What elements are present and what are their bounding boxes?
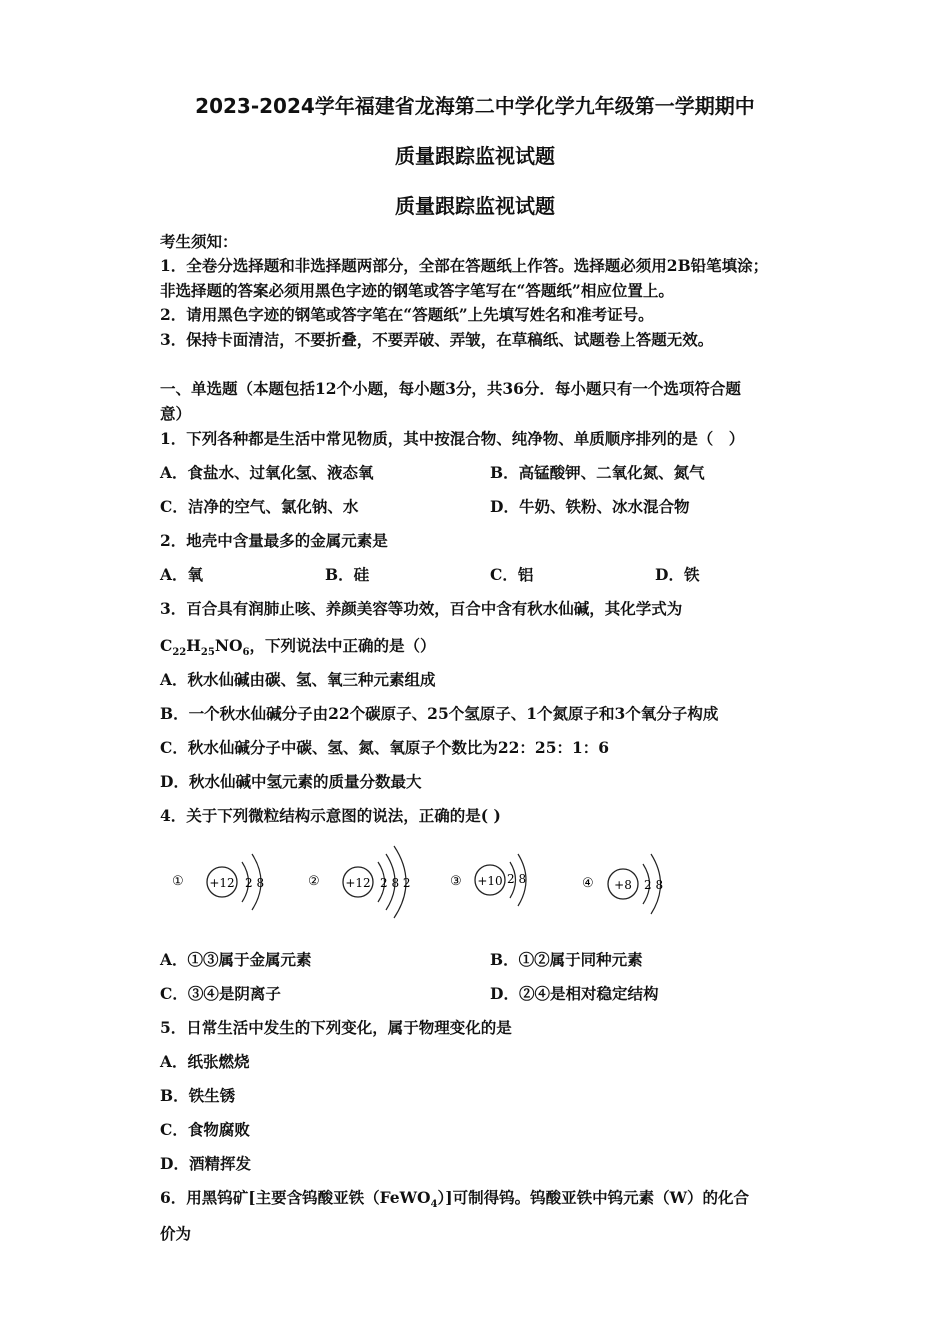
atom-diagram-3 — [450, 854, 526, 906]
question-1-option-c: C．洁净的空气、氯化钠、水 — [160, 497, 359, 516]
question-2-stem: 2．地壳中含量最多的金属元素是 — [160, 531, 388, 550]
question-3-option-c: C．秋水仙碱分子中碳、氢、氮、氧原子个数比为22：25：1：6 — [160, 738, 610, 757]
notice-heading: 考生须知： — [160, 232, 238, 251]
question-4-option-b: B．①②属于同种元素 — [490, 950, 643, 969]
electron-counts: 2 8 — [507, 872, 527, 886]
formula-c: C — [160, 636, 173, 655]
exam-title-line3: 质量跟踪监视试题 — [395, 194, 555, 218]
question-2-option-a: A．氧 — [160, 565, 204, 584]
formula-c-sub: 22 — [172, 647, 187, 659]
atom-diagram-4 — [582, 854, 663, 914]
question-5-option-b: B．铁生锈 — [160, 1086, 236, 1105]
question-3-stem: 3．百合具有润肺止咳、养颜美容等功效，百合中含有秋水仙碱，其化学式为 — [160, 599, 683, 618]
question-3-formula-line — [160, 634, 436, 658]
question-6-stem-cont: 价为 — [160, 1224, 192, 1243]
diagram-label: ② — [308, 874, 320, 889]
notice-item: 2．请用黑色字迹的钢笔或答字笔在“答题纸”上先填写姓名和准考证号。 — [160, 305, 654, 324]
q6-stem-pre: 6．用黑钨矿[主要含钨酸亚铁（FeWO — [160, 1188, 431, 1207]
question-5-option-d: D．酒精挥发 — [160, 1154, 251, 1173]
q6-stem-sub: 4 — [430, 1199, 438, 1211]
question-5-option-c: C．食物腐败 — [160, 1120, 250, 1139]
notice-item: 1．全卷分选择题和非选择题两部分，全部在答题纸上作答。选择题必须用2B铅笔填涂； — [160, 256, 769, 275]
exam-title-line2: 质量跟踪监视试题 — [395, 144, 555, 168]
question-4-stem: 4．关于下列微粒结构示意图的说法，正确的是( ) — [160, 806, 501, 825]
atomic-structure-diagrams — [160, 835, 720, 935]
notice-item: 3．保持卡面清洁，不要折叠，不要弄破、弄皱，在草稿纸、试题卷上答题无效。 — [160, 330, 714, 349]
electron-counts: 2 8 2 — [380, 876, 411, 890]
q6-stem-post: ）]可制得钨。钨酸亚铁中钨元素（W）的化合 — [437, 1188, 750, 1207]
diagram-label: ③ — [450, 874, 462, 889]
electron-counts: 2 8 — [245, 876, 265, 890]
question-2-option-c: C．铝 — [490, 565, 534, 584]
diagram-label: ④ — [582, 876, 594, 891]
electron-counts: 2 8 — [644, 878, 664, 892]
exam-title-line1: 2023-2024学年福建省龙海第二中学化学九年级第一学期期中 — [195, 94, 755, 118]
formula-no: NO — [214, 636, 243, 655]
question-6-stem — [160, 1186, 749, 1210]
question-1-stem: 1．下列各种都是生活中常见物质，其中按混合物、纯净物、单质顺序排列的是（ ） — [160, 429, 745, 448]
question-5-stem: 5．日常生活中发生的下列变化，属于物理变化的是 — [160, 1018, 512, 1037]
question-4-option-a: A．①③属于金属元素 — [160, 950, 312, 969]
notice-item: 非选择题的答案必须用黑色字迹的钢笔或答字笔写在“答题纸”相应位置上。 — [160, 281, 674, 300]
formula-rest: ，下列说法中正确的是（） — [249, 636, 436, 655]
question-1-option-b: B．高锰酸钾、二氧化氮、氮气 — [490, 463, 705, 482]
formula-no-sub: 6 — [242, 647, 250, 659]
atom-diagram-2 — [308, 846, 411, 918]
question-3-option-a: A．秋水仙碱由碳、氢、氧三种元素组成 — [160, 670, 436, 689]
nucleus-charge: +10 — [477, 874, 503, 888]
question-2-option-b: B．硅 — [325, 565, 370, 584]
question-1-option-d: D．牛奶、铁粉、冰水混合物 — [490, 497, 690, 516]
question-3-option-b: B．一个秋水仙碱分子由22个碳原子、25个氢原子、1个氮原子和3个氧分子构成 — [160, 704, 719, 723]
nucleus-charge: +12 — [345, 876, 371, 890]
formula-h: H — [186, 636, 201, 655]
section-heading: 一、单选题（本题包括12个小题，每小题3分，共36分．每小题只有一个选项符合题 — [160, 379, 741, 398]
atom-diagram-1 — [172, 854, 264, 910]
section-heading-cont: 意） — [160, 404, 192, 423]
question-2-option-d: D．铁 — [655, 565, 700, 584]
nucleus-charge: +12 — [209, 876, 235, 890]
nucleus-charge: +8 — [614, 878, 632, 892]
question-4-option-c: C．③④是阴离子 — [160, 984, 281, 1003]
question-1-option-a: A．食盐水、过氧化氢、液态氧 — [160, 463, 374, 482]
formula-h-sub: 25 — [200, 647, 215, 659]
question-5-option-a: A．纸张燃烧 — [160, 1052, 250, 1071]
question-4-option-d: D．②④是相对稳定结构 — [490, 984, 659, 1003]
question-3-option-d: D．秋水仙碱中氢元素的质量分数最大 — [160, 772, 422, 791]
diagram-label: ① — [172, 874, 184, 889]
